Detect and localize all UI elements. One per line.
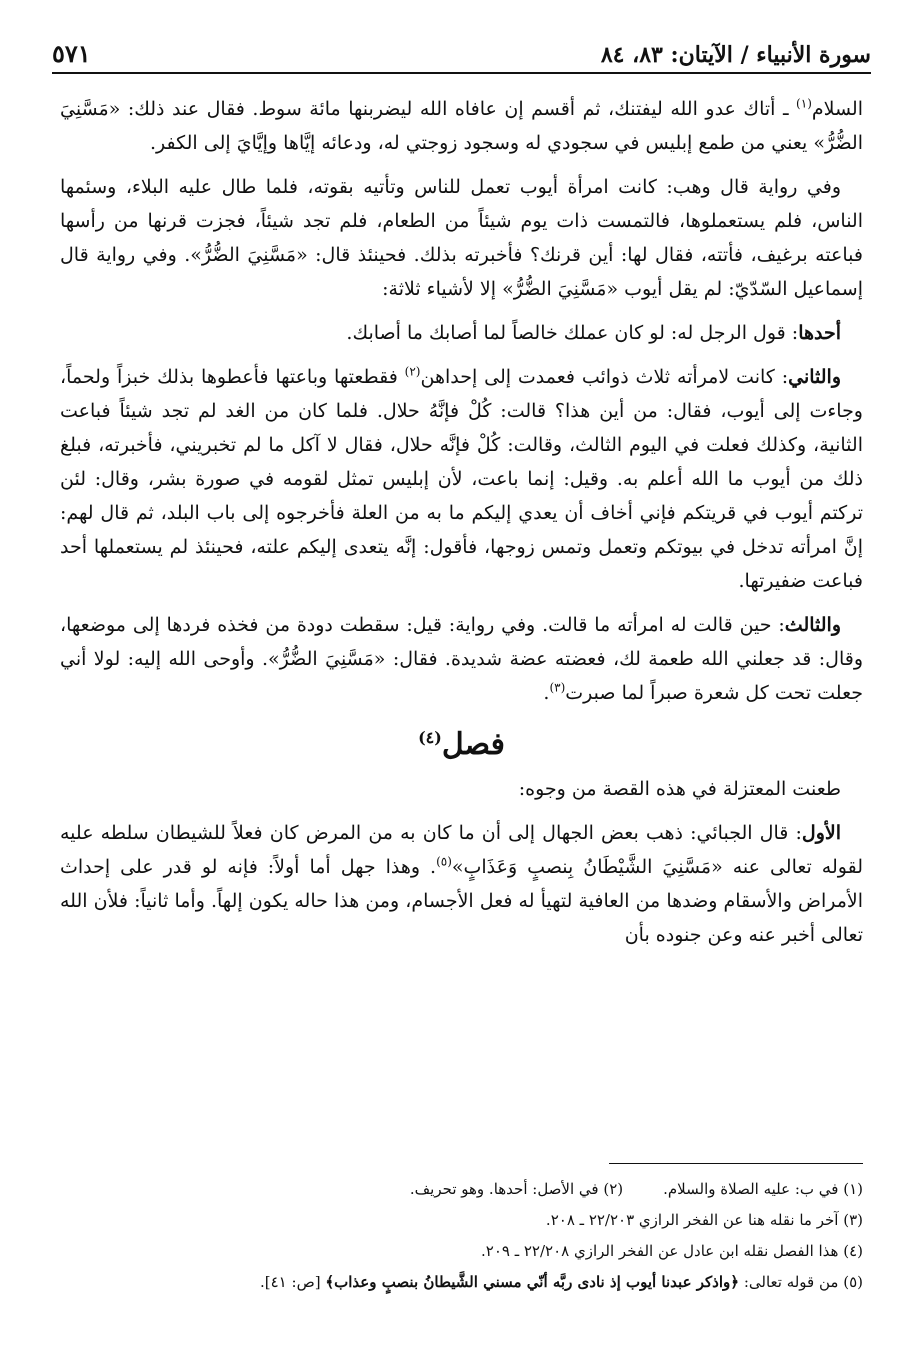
paragraph-6: طعنت المعتزلة في هذه القصة من وجوه: [518,778,841,800]
footnote-ref-1: (١) [796,96,812,111]
paragraph-4-rest: فقطعتها وباعتها فأعطوها بذلك خبزاً ولحماً، وجاءت إلى أيوب، فقال: من أين هذا؟ قالت: كُلْ فإنَّهُ حلال. فلما كان من الغد لم تجد شيئاً فباعت الثانية، وكذلك فعلت في اليوم الثالث، وقالت: كُلْ فإنَّه حلال، فقال لا آكل ما لم تخبريني، فأخبرته، فبلغ ذلك من أيوب ما الله أعلم به. وقيل: إنما باعت، لأن إبليس تمثل لقومه في صورة بشر، وقال: لئن تركتم أيوب في قريتكم فإني أخاف أن يعدي إليكم ما به من العلة فأخرجوه إلى باب البلد، ثم قال لهم: إنَّ امرأته تدخل في بيوتكم وتعمل وتمس زوجها، فأقول: إنَّه يتعدى إليكم علته، فحينئذ لم يستعملها أحد فباعت ضفيرتها. [60,366,863,592]
paragraph-4-start: : كانت لامرأته ثلاث ذوائب فعمدت إلى إحداهن [420,366,789,388]
paragraph-3-text: : قول الرجل له: لو كان عملك خالصاً لما أصابك ما أصابك. [346,322,799,344]
paragraph-7 [60,816,863,952]
paragraph-2: وفي رواية قال وهب: كانت امرأة أيوب تعمل للناس وتأتيه بقوته، فلما طال عليه البلاء، وسئمها الناس، فلم يستعملوها، فالتمست ذات يوم شيئاً من الطعام، فلم تجد شيئاً، فجزت قرنها من رأسها فباعته برغيف، فأتته، فقال لها: أين قرنك؟ فأخبرته بذلك. فحينئذ قال: «مَسَّنِيَ الضُّرُّ». وفي رواية قال إسماعيل السّدّيّ: لم يقل أيوب «مَسَّنِيَ الضُّرُّ» إلا لأشياء ثلاثة: [60,176,863,300]
footnote-ref-3: (٣) [549,680,566,695]
paragraph-7-start: : قال الجبائي: ذهب بعض الجهال إلى أن ما كان به من المرض كان فعلاً للشيطان سلطه عليه لقوله تعالى عنه «مَسَّنِيَ الشَّيْطَانُ بِنصبٍ وَعَذَابٍ» [60,822,863,878]
header-title: سورة الأنبياء / الآيتان: ٨٣، ٨٤ [600,42,871,68]
footnote-ref-4: (٤) [418,728,442,747]
footnote-ref-5: (٥) [436,854,452,869]
paragraph-5-rest: . [543,682,550,704]
paragraph-4-lead: والثاني [788,366,841,388]
footnote-5-start: (٥) من قوله تعالى: [739,1273,863,1291]
paragraph-1 [60,92,863,160]
paragraph-1-rest: ـ أتاك عدو الله ليفتنك، ثم أقسم إن عافاه الله ليضربنها مائة سوط. فقال عند ذلك: «مَسَّنِيَ الضُّرُّ» يعني من طمع إبليس في سجودي له وسجود زوجتي له، ودعائه إيَّاها وإيَّايَ إلى الكفر. [60,98,863,154]
footnote-5-ref: [ص: ٤١]. [260,1273,326,1291]
footnote-4: (٤) هذا الفصل نقله ابن عادل عن الفخر الرازي ٢٢/٢٠٨ ـ ٢٠٩. [480,1242,863,1260]
section-heading [60,724,863,766]
running-header [52,32,871,74]
footnotes [60,1174,863,1298]
paragraph-5 [60,608,863,710]
paragraph-3 [60,316,863,350]
footnote-row-1 [60,1174,863,1205]
paragraph-3-lead: أحدها [798,322,841,344]
section-title: فصل [441,727,505,762]
footnote-5 [60,1267,863,1298]
paragraph-7-lead: الأول [801,822,841,844]
paragraph-1-start: السلام [811,98,863,120]
paragraph-5-start: : حين قالت له امرأته ما قالت. وفي رواية: قيل: سقطت دودة من فخذه فردها إلى موضعها، وقال: قد جعلني الله طعمة لك، فعضته عضة شديدة. فقال: «مَسَّنِيَ الضُّرُّ». وأوحى الله إليه: لولا أني جعلت تحت كل شعرة صبراً لما صبرت [60,614,863,704]
footnote-5-ayah: ﴿واذكر عبدنا أيوب إذ نادى ربَّه أنّي مسني الشَّيطانُ بنصبٍ وعذاب﴾ [325,1273,740,1291]
footnote-1: (١) في ب: عليه الصلاة والسلام. [663,1180,863,1198]
main-text [60,92,863,962]
paragraph-7-rest: . وهذا جهل أما أولاً: فإنه لو قدر على إحداث الأمراض والأسقام وضدها من العافية لتهيأ له فعل الأجسام، ومن هذا حاله يكون إلهاً. وأما ثانياً: فلأن الله تعالى أخبر عنه وعن جنوده بأن [60,856,863,946]
footnote-2: (٢) في الأصل: أحدها. وهو تحريف. [409,1180,624,1198]
footnote-ref-2: (٢) [404,364,421,379]
footnote-3: (٣) آخر ما نقله هنا عن الفخر الرازي ٢٢/٢٠٣ ـ ٢٠٨. [545,1211,863,1229]
footnote-divider [609,1163,863,1164]
paragraph-5-lead: والثالث [784,614,841,636]
paragraph-4 [60,360,863,598]
page-number: ٥٧١ [52,39,91,68]
